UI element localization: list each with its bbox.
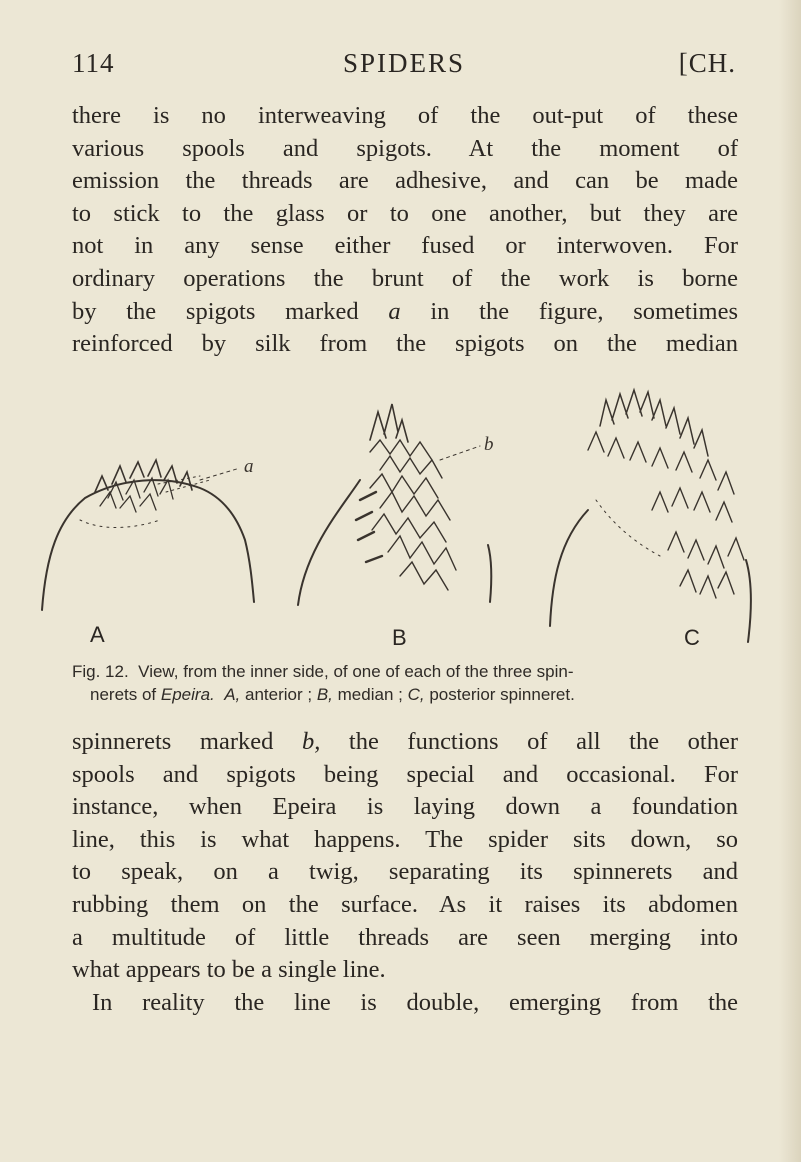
text-line: reinforced by silk from the spigots on the median	[72, 330, 738, 358]
label-b: B	[392, 625, 407, 650]
caption-text: anterior ;	[245, 685, 313, 704]
label-c: C	[684, 625, 700, 650]
text-line: not in any sense either fused or interwoven. For	[72, 232, 738, 260]
italic-letter-a: a	[388, 297, 401, 325]
text-line	[72, 726, 738, 759]
caption-text: median ;	[337, 685, 403, 704]
genus-name: Epeira.	[160, 685, 215, 704]
caption-letter: B,	[316, 685, 333, 704]
caption-text: View, from the inner side, of one of each of the three spin-	[138, 662, 574, 681]
text-line: rubbing them on the surface. As it raises its abdomen	[72, 890, 738, 918]
spinneret-illustration	[40, 380, 770, 655]
text-line: various spools and spigots. At the moment of	[72, 134, 738, 162]
page-edge-shadow	[779, 0, 801, 1162]
text-fragment: by the spigots marked	[72, 297, 359, 325]
caption-letter: A,	[224, 685, 241, 704]
text-line: what appears to be a single line.	[72, 956, 386, 984]
running-header	[72, 48, 736, 88]
pointer-label-a: a	[244, 456, 254, 477]
text-line: instance, when Epeira is laying down a foundation	[72, 793, 738, 821]
paragraph-1	[72, 100, 738, 361]
text-line: line, this is what happens. The spider sits down, so	[72, 825, 738, 853]
paragraph-2	[72, 726, 738, 1019]
spinneret-c-drawing	[550, 390, 751, 642]
text-line: to stick to the glass or to one another, but they are	[72, 199, 738, 227]
figure-caption	[72, 660, 738, 706]
figure-label: Fig. 12.	[72, 662, 129, 681]
text-line	[72, 296, 738, 329]
text-fragment: in the figure, sometimes	[430, 297, 738, 325]
text-line: there is no interweaving of the out-put of these	[72, 102, 738, 129]
text-line: In reality the line is double, emerging from the	[92, 988, 738, 1016]
caption-line	[72, 660, 738, 683]
pointer-label-b: b	[484, 434, 494, 455]
figure-12-spinnerets	[40, 380, 770, 655]
text-line: a multitude of little threads are seen merging into	[72, 923, 738, 951]
caption-line	[72, 683, 738, 706]
text-line: ordinary operations the brunt of the work is borne	[72, 264, 738, 292]
caption-text: nerets of	[90, 685, 157, 704]
running-title: SPIDERS	[342, 48, 466, 78]
spinneret-b-drawing	[298, 404, 494, 605]
caption-letter: C,	[407, 685, 425, 704]
italic-letter-b: b,	[301, 728, 321, 755]
text-line: to speak, on a twig, separating its spinnerets and	[72, 858, 738, 886]
chapter-mark: [CH.	[678, 48, 736, 78]
text-line: emission the threads are adhesive, and can be made	[72, 167, 738, 195]
text-fragment: the functions of all the other	[348, 728, 739, 755]
page-number: 114	[72, 48, 115, 78]
label-a: A	[90, 622, 105, 647]
text-line: spools and spigots being special and occasional. For	[72, 760, 738, 788]
text-fragment: spinnerets marked	[72, 728, 274, 755]
caption-text: posterior spinneret.	[429, 685, 575, 704]
spinneret-a-drawing	[42, 456, 254, 610]
